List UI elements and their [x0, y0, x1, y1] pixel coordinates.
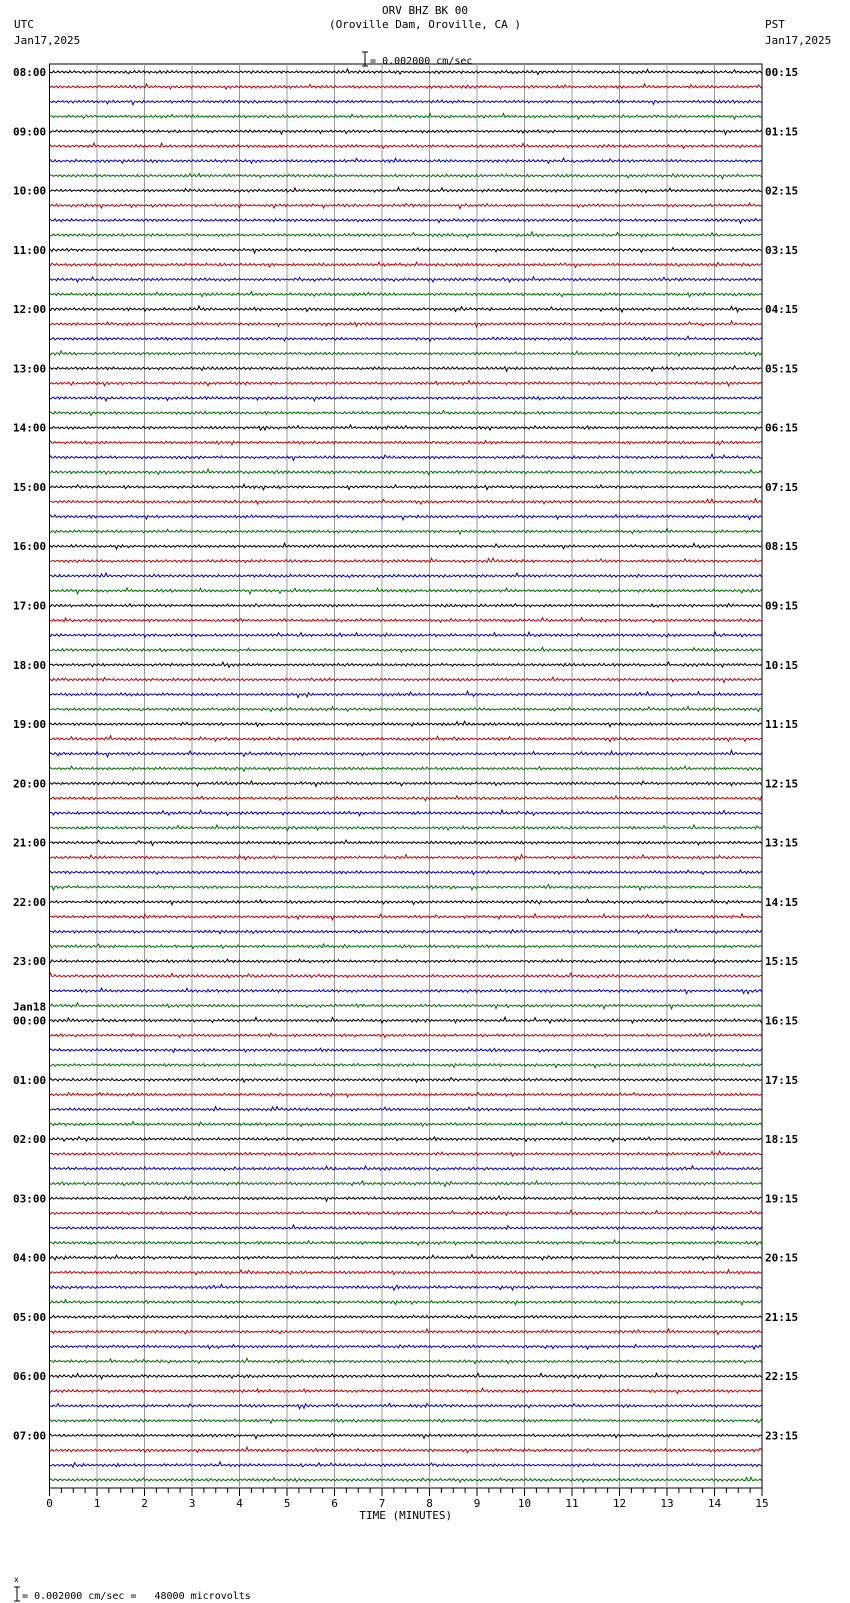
trace-33 — [50, 558, 762, 563]
scale-legend-text: = 0.002000 cm/sec — [370, 56, 473, 67]
trace-66 — [50, 1048, 762, 1052]
trace-87 — [50, 1358, 762, 1363]
trace-37 — [50, 618, 762, 623]
trace-59 — [50, 944, 762, 948]
footer-scale-bar-icon — [14, 1586, 22, 1602]
trace-67 — [50, 1064, 762, 1068]
trace-55 — [50, 885, 762, 891]
trace-45 — [50, 736, 762, 742]
left-date: Jan17,2025 — [14, 34, 81, 47]
trace-83 — [50, 1300, 762, 1305]
trace-60 — [50, 959, 762, 963]
trace-58 — [50, 929, 762, 934]
left-time-label: 00:00 — [13, 1014, 47, 1028]
x-tick-label: 8 — [426, 1497, 433, 1510]
trace-47 — [50, 766, 762, 771]
right-time-label: 22:15 — [765, 1370, 799, 1384]
trace-21 — [50, 381, 762, 386]
trace-6 — [50, 158, 762, 163]
x-tick-label: 4 — [236, 1497, 243, 1510]
x-tick-label: 7 — [378, 1497, 386, 1510]
x-tick-label: 5 — [283, 1497, 291, 1510]
x-tick-label: 14 — [707, 1497, 722, 1510]
trace-46 — [50, 750, 762, 757]
trace-84 — [50, 1315, 762, 1318]
trace-70 — [50, 1107, 762, 1111]
trace-52 — [50, 840, 762, 845]
x-tick-label: 12 — [612, 1497, 627, 1510]
trace-90 — [50, 1403, 762, 1408]
trace-4 — [50, 130, 762, 135]
x-tick-label: 2 — [141, 1497, 148, 1510]
left-time-label: 07:00 — [13, 1429, 47, 1443]
x-tick-label: 10 — [517, 1497, 532, 1510]
left-time-label: 12:00 — [13, 303, 47, 317]
trace-2 — [50, 100, 762, 105]
x-tick-label: 3 — [188, 1497, 196, 1510]
trace-25 — [50, 440, 762, 444]
left-time-label: 08:00 — [13, 66, 47, 79]
right-time-label: 18:15 — [765, 1133, 799, 1147]
x-tick-label: 11 — [565, 1497, 579, 1510]
trace-15 — [50, 292, 762, 297]
trace-81 — [50, 1270, 762, 1275]
trace-28 — [50, 484, 762, 489]
footer-x-mark: x — [14, 1575, 19, 1584]
right-time-label: 01:15 — [765, 125, 799, 139]
trace-82 — [50, 1284, 762, 1290]
trace-22 — [50, 397, 762, 401]
trace-42 — [50, 691, 762, 697]
trace-8 — [50, 187, 762, 192]
right-time-label: 16:15 — [765, 1014, 799, 1028]
trace-78 — [50, 1225, 762, 1230]
trace-71 — [50, 1122, 762, 1127]
trace-10 — [50, 218, 762, 223]
left-time-label: 19:00 — [13, 718, 47, 732]
trace-29 — [50, 499, 762, 505]
left-time-label: 21:00 — [13, 836, 47, 850]
trace-1 — [50, 84, 762, 89]
trace-0 — [50, 69, 762, 75]
left-time-label: 10:00 — [13, 184, 47, 198]
trace-41 — [50, 677, 762, 682]
trace-56 — [50, 899, 762, 905]
left-timezone: UTC — [14, 18, 34, 31]
trace-89 — [50, 1388, 762, 1394]
trace-79 — [50, 1240, 762, 1245]
trace-35 — [50, 588, 762, 594]
right-time-label: 09:15 — [765, 599, 799, 613]
right-time-label: 08:15 — [765, 540, 799, 554]
trace-69 — [50, 1092, 762, 1097]
right-time-label: 05:15 — [765, 362, 799, 376]
right-time-label: 17:15 — [765, 1073, 799, 1087]
left-time-label: 23:00 — [13, 955, 47, 969]
trace-39 — [50, 647, 762, 652]
trace-40 — [50, 662, 762, 667]
trace-36 — [50, 604, 762, 608]
right-time-label: 00:15 — [765, 66, 799, 79]
left-time-label: 18:00 — [13, 658, 47, 672]
trace-54 — [50, 870, 762, 875]
left-time-label: 09:00 — [13, 125, 47, 139]
right-time-label: 02:15 — [765, 184, 799, 198]
trace-62 — [50, 988, 762, 994]
x-axis-label: TIME (MINUTES) — [359, 1509, 453, 1522]
trace-50 — [50, 810, 762, 816]
x-tick-label: 15 — [755, 1497, 769, 1510]
left-time-label: 02:00 — [13, 1133, 47, 1147]
trace-72 — [50, 1137, 762, 1142]
trace-76 — [50, 1196, 762, 1201]
x-tick-label: 6 — [331, 1497, 338, 1510]
left-time-label: 20:00 — [13, 777, 47, 791]
trace-91 — [50, 1419, 762, 1424]
left-time-label: 01:00 — [13, 1073, 47, 1087]
right-time-label: 15:15 — [765, 955, 799, 969]
trace-64 — [50, 1017, 762, 1023]
trace-92 — [50, 1434, 762, 1439]
trace-86 — [50, 1344, 762, 1349]
right-time-label: 04:15 — [765, 303, 799, 317]
right-time-label: 20:15 — [765, 1251, 799, 1265]
footer-scale — [2, 1560, 251, 1603]
left-time-label: 03:00 — [13, 1192, 47, 1206]
trace-14 — [50, 277, 762, 282]
right-time-label: 07:15 — [765, 480, 799, 494]
left-time-label: 15:00 — [13, 480, 47, 494]
trace-24 — [50, 425, 762, 430]
trace-13 — [50, 262, 762, 267]
trace-31 — [50, 529, 762, 535]
left-time-label: 14:00 — [13, 421, 47, 435]
trace-53 — [50, 855, 762, 861]
station-subtitle: (Oroville Dam, Oroville, CA ) — [328, 18, 522, 31]
trace-57 — [50, 914, 762, 920]
trace-63 — [50, 1003, 762, 1009]
trace-85 — [50, 1329, 762, 1335]
trace-27 — [50, 469, 762, 475]
trace-44 — [50, 721, 762, 726]
right-time-label: 14:15 — [765, 895, 799, 909]
right-time-label: 21:15 — [765, 1310, 799, 1324]
trace-73 — [50, 1151, 762, 1156]
trace-7 — [50, 173, 762, 178]
trace-49 — [50, 796, 762, 801]
trace-34 — [50, 573, 762, 578]
x-tick-label: 13 — [660, 1497, 674, 1510]
right-time-label: 06:15 — [765, 421, 799, 435]
left-time-label: 11:00 — [13, 243, 47, 257]
chart-title: ORV BHZ BK 00 — [381, 4, 469, 17]
trace-51 — [50, 825, 762, 831]
trace-20 — [50, 366, 762, 372]
left-time-label: 22:00 — [13, 895, 47, 909]
trace-43 — [50, 707, 762, 712]
x-tick-label: 0 — [46, 1497, 53, 1510]
trace-11 — [50, 232, 762, 237]
trace-19 — [50, 351, 762, 356]
trace-16 — [50, 306, 762, 312]
left-time-label: 05:00 — [13, 1310, 47, 1324]
trace-74 — [50, 1166, 762, 1171]
trace-48 — [50, 781, 762, 787]
trace-17 — [50, 321, 762, 327]
right-time-label: 03:15 — [765, 243, 799, 257]
x-tick-label: 9 — [473, 1497, 481, 1510]
trace-30 — [50, 515, 762, 520]
trace-9 — [50, 203, 762, 209]
trace-75 — [50, 1181, 762, 1187]
trace-65 — [50, 1033, 762, 1037]
trace-26 — [50, 454, 762, 460]
left-date-change-label: Jan18 — [13, 1000, 47, 1014]
trace-80 — [50, 1255, 762, 1260]
right-time-label: 19:15 — [765, 1192, 799, 1206]
trace-3 — [50, 113, 762, 119]
right-date: Jan17,2025 — [765, 34, 832, 47]
footer-scale-text: = 0.002000 cm/sec = 48000 microvolts — [22, 1591, 251, 1602]
plot-frame — [50, 64, 763, 1488]
right-timezone: PST — [765, 18, 785, 31]
trace-88 — [50, 1373, 762, 1379]
left-time-label: 06:00 — [13, 1370, 47, 1384]
trace-95 — [50, 1477, 762, 1482]
left-time-label: 13:00 — [13, 362, 47, 376]
trace-23 — [50, 410, 762, 415]
right-time-label: 13:15 — [765, 836, 799, 850]
x-tick-label: 1 — [93, 1497, 101, 1510]
trace-18 — [50, 336, 762, 341]
trace-32 — [50, 543, 762, 549]
left-time-label: 17:00 — [13, 599, 47, 613]
left-time-label: 04:00 — [13, 1251, 47, 1265]
right-time-label: 10:15 — [765, 658, 799, 672]
trace-61 — [50, 973, 762, 978]
trace-93 — [50, 1447, 762, 1453]
right-time-label: 23:15 — [765, 1429, 799, 1443]
trace-94 — [50, 1462, 762, 1467]
left-time-label: 16:00 — [13, 540, 47, 554]
trace-12 — [50, 248, 762, 254]
trace-77 — [50, 1210, 762, 1215]
trace-68 — [50, 1078, 762, 1083]
trace-38 — [50, 632, 762, 637]
right-time-label: 12:15 — [765, 777, 799, 791]
trace-5 — [50, 143, 762, 148]
right-time-label: 11:15 — [765, 718, 799, 732]
